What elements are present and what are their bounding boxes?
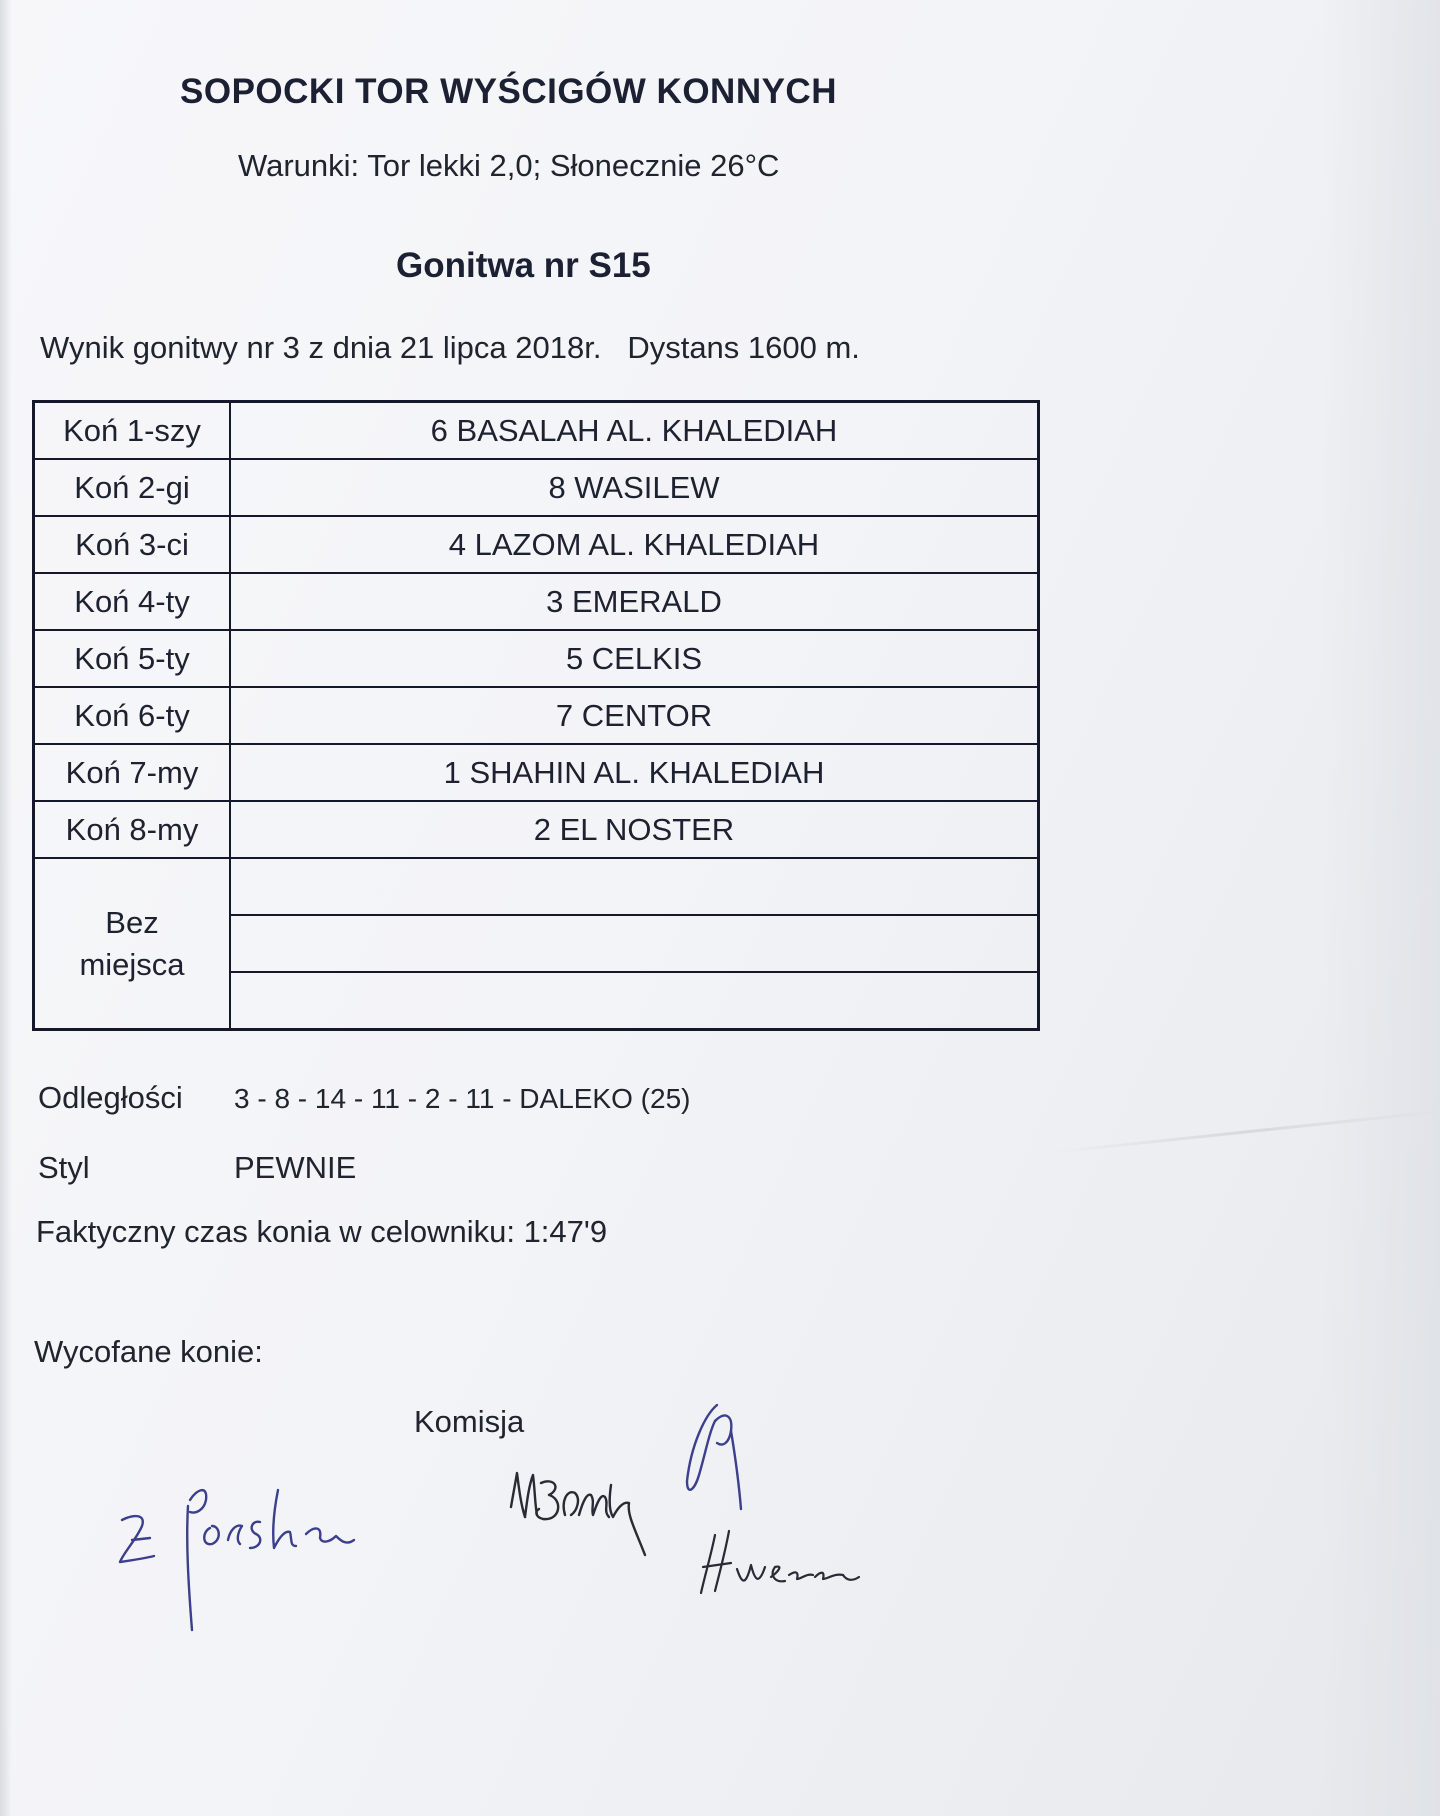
document-title: SOPOCKI TOR WYŚCIGÓW KONNYCH — [180, 72, 837, 111]
distances-label: Odległości — [38, 1080, 183, 1115]
distances-value: 3 - 8 - 14 - 11 - 2 - 11 - DALEKO (25) — [234, 1083, 691, 1114]
horse-name: 6 BASALAH AL. KHALEDIAH — [230, 402, 1039, 460]
style-label: Styl — [38, 1150, 90, 1185]
commission-label: Komisja — [414, 1404, 525, 1439]
place-label: Koń 2-gi — [34, 459, 231, 516]
horse-name: 3 EMERALD — [230, 573, 1039, 630]
table-row — [34, 516, 1039, 573]
result-date: Wynik gonitwy nr 3 z dnia 21 lipca 2018r. — [40, 330, 602, 365]
table-row — [34, 402, 1039, 460]
horse-name: 8 WASILEW — [230, 459, 1039, 516]
unplaced-entry — [230, 972, 1039, 1030]
horse-name: 4 LAZOM AL. KHALEDIAH — [230, 516, 1039, 573]
signature-3 — [675, 1385, 895, 1610]
unplaced-label-line2: miejsca — [79, 946, 185, 982]
paper-right-shadow — [1320, 0, 1440, 1816]
actual-time: Faktyczny czas konia w celowniku: 1:47'9 — [36, 1214, 608, 1249]
place-label: Koń 3-ci — [34, 516, 231, 573]
track-conditions: Warunki: Tor lekki 2,0; Słonecznie 26°C — [238, 148, 780, 183]
table-row — [34, 687, 1039, 744]
place-label: Koń 8-my — [34, 801, 231, 858]
place-label: Koń 4-ty — [34, 573, 231, 630]
style-row — [38, 1150, 357, 1186]
table-row — [34, 573, 1039, 630]
result-line — [40, 330, 860, 366]
distances-row — [38, 1080, 691, 1116]
horse-name: 5 CELKIS — [230, 630, 1039, 687]
horse-name: 1 SHAHIN AL. KHALEDIAH — [230, 744, 1039, 801]
place-label: Koń 1-szy — [34, 402, 231, 460]
horse-name: 7 CENTOR — [230, 687, 1039, 744]
paper-left-edge — [0, 0, 12, 1816]
race-distance: Dystans 1600 m. — [627, 330, 860, 365]
table-row — [34, 744, 1039, 801]
table-row-unplaced — [34, 858, 1039, 915]
unplaced-label-line1: Bez — [105, 904, 159, 940]
withdrawn-horses: Wycofane konie: — [34, 1334, 263, 1369]
signature-2 — [505, 1455, 665, 1595]
place-label: Koń 5-ty — [34, 630, 231, 687]
horse-name: 2 EL NOSTER — [230, 801, 1039, 858]
unplaced-entry — [230, 915, 1039, 972]
table-row — [34, 630, 1039, 687]
unplaced-label — [34, 858, 231, 1030]
place-label: Koń 6-ty — [34, 687, 231, 744]
unplaced-entry — [230, 858, 1039, 915]
race-heading: Gonitwa nr S15 — [396, 246, 651, 285]
style-value: PEWNIE — [234, 1150, 357, 1185]
results-table — [32, 400, 1040, 1031]
signature-1 — [110, 1470, 370, 1650]
place-label: Koń 7-my — [34, 744, 231, 801]
table-row — [34, 801, 1039, 858]
table-row — [34, 459, 1039, 516]
